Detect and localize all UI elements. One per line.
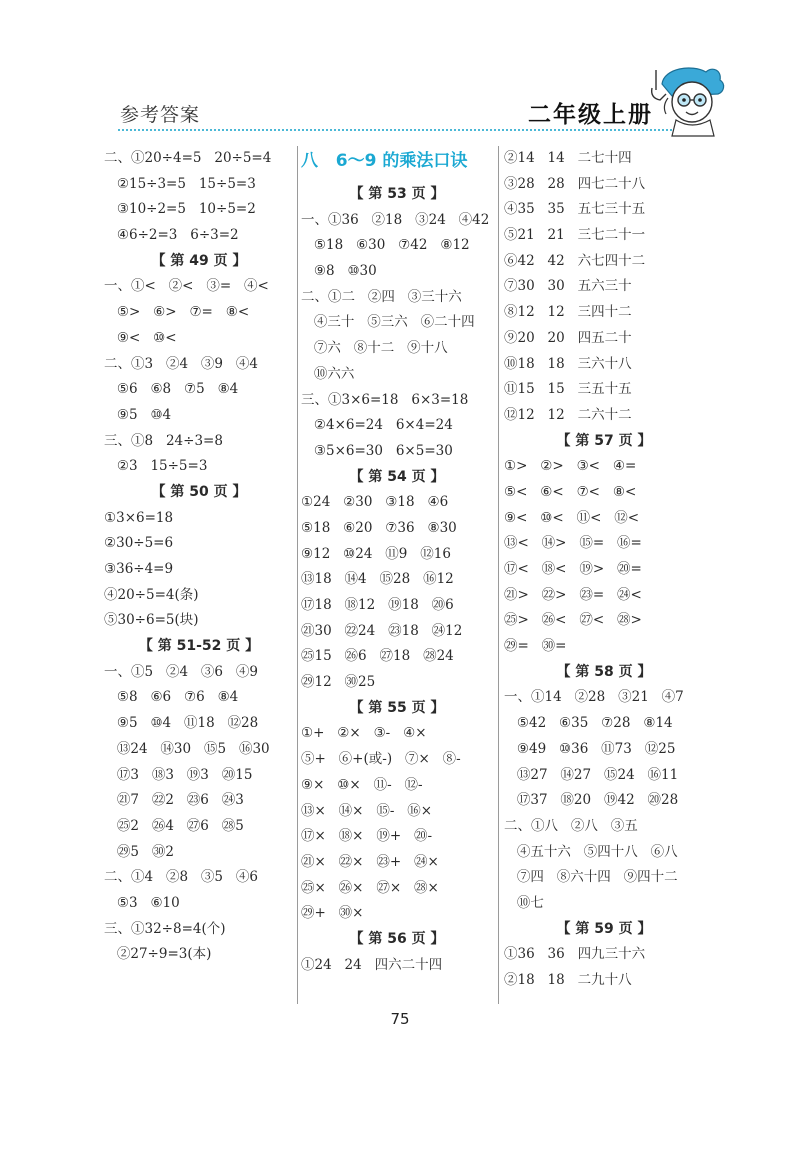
answer-line: ⑨5 ⑩4	[104, 406, 172, 423]
answer-line: ㉕> ㉖< ㉗< ㉘>	[504, 612, 642, 629]
section-heading: 【 第 49 页 】	[151, 252, 247, 269]
answer-line: ⑩18 18 三六十八	[504, 355, 632, 372]
answer-line: ⑰< ⑱< ⑲> ⑳=	[504, 561, 642, 577]
column-divider-2	[498, 146, 499, 1004]
answer-line: 一、①36 ②18 ③24 ④42	[301, 211, 490, 228]
answer-line: ②4×6=24 6×4=24	[301, 417, 453, 434]
answer-line: ⑨5 ⑩4 ⑪18 ⑫28	[104, 715, 259, 732]
answer-line: ②30÷5=6	[104, 535, 174, 552]
answer-line: ⑬24 ⑭30 ⑮5 ⑯30	[104, 740, 270, 757]
section-heading: 【 第 57 页 】	[556, 432, 652, 449]
answer-line: ⑤42 ⑥35 ⑦28 ⑧14	[504, 715, 673, 732]
answer-line: ㉑× ㉒× ㉓+ ㉔×	[301, 853, 439, 870]
answer-line: 三、①32÷8=4(个)	[104, 920, 226, 937]
answer-line: ⑫12 12 二六十二	[504, 406, 632, 423]
answer-line: 一、①14 ②28 ③21 ④7	[504, 689, 684, 706]
answer-line: ⑩六六	[301, 365, 355, 382]
answer-line: ⑤3 ⑥10	[104, 894, 180, 911]
answer-line: ③5×6=30 6×5=30	[301, 442, 453, 459]
answer-line: ⑤18 ⑥20 ⑦36 ⑧30	[301, 519, 457, 536]
answer-line: ⑬18 ⑭4 ⑮28 ⑯12	[301, 571, 454, 588]
answer-line: ①> ②> ③< ④=	[504, 458, 637, 475]
answer-line: ㉑> ㉒> ㉓= ㉔<	[504, 586, 642, 603]
answer-line: ⑨< ⑩< ⑪< ⑫<	[504, 509, 640, 526]
answer-line: ㉑7 ㉒2 ㉓6 ㉔3	[104, 792, 244, 809]
answer-line: ⑬27 ⑭27 ⑮24 ⑯11	[504, 766, 679, 783]
answer-line: ①+ ②× ③- ④×	[301, 725, 427, 742]
page-number: 75	[390, 1010, 410, 1028]
section-heading: 【 第 56 页 】	[349, 930, 445, 947]
answer-line: 二、①4 ②8 ③5 ④6	[104, 869, 258, 886]
answer-line: ②3 15÷5=3	[104, 458, 208, 475]
section-heading: 【 第 55 页 】	[349, 699, 445, 716]
answer-line: ⑤21 21 三七二十一	[504, 227, 646, 244]
answer-line: 三、①8 24÷3=8	[104, 432, 223, 449]
answer-line: ②18 18 二九十八	[504, 972, 632, 988]
answer-line: ⑦四 ⑧六十四 ⑨四十二	[504, 869, 678, 886]
answer-line: 三、①3×6=18 6×3=18	[301, 391, 469, 408]
answer-line: ①24 24 四六二十四	[301, 956, 443, 973]
header-left-title: 参考答案	[120, 104, 201, 126]
answer-line: ⑤30÷6=5(块)	[104, 612, 199, 629]
answer-line: ④35 35 五七三十五	[504, 201, 646, 218]
answer-column-2	[301, 146, 493, 978]
answer-line: ⑬× ⑭× ⑮- ⑯×	[301, 802, 433, 819]
answer-line: 二、①3 ②4 ③9 ④4	[104, 355, 258, 372]
header-dotted-divider	[118, 129, 688, 131]
answer-line: ⑰3 ⑱3 ⑲3 ⑳15	[104, 766, 253, 783]
answer-line: ⑤6 ⑥8 ⑦5 ⑧4	[104, 381, 239, 398]
answer-line: 二、①二 ②四 ③三十六	[301, 288, 462, 305]
answer-line: ②15÷3=5 15÷5=3	[104, 175, 256, 192]
section-heading: 【 第 51-52 页 】	[138, 638, 260, 655]
answer-line: ③36÷4=9	[104, 561, 174, 577]
answer-line: ㉙+ ㉚×	[301, 905, 364, 922]
answer-column-3	[504, 146, 704, 994]
answer-line: ③28 28 四七二十八	[504, 175, 646, 192]
answer-line: ⑤< ⑥< ⑦< ⑧<	[504, 483, 637, 500]
answer-line: ⑨8 ⑩30	[301, 263, 377, 280]
column-divider-1	[297, 146, 298, 1004]
answer-line: ④20÷5=4(条)	[104, 586, 199, 603]
answer-line: ㉙5 ㉚2	[104, 843, 174, 860]
answer-line: ④6÷2=3 6÷3=2	[104, 227, 239, 244]
header-right-title: 二年级上册	[528, 102, 653, 128]
unit-title: 八 6～9 的乘法口诀	[301, 151, 468, 171]
answer-line: ⑥42 42 六七四十二	[504, 252, 646, 269]
answer-line: ㉙= ㉚=	[504, 638, 567, 655]
answer-line: ⑩七	[504, 894, 544, 911]
section-heading: 【 第 53 页 】	[349, 186, 445, 202]
cartoon-boy-with-goggles-icon	[632, 62, 728, 142]
answer-line: ⑨× ⑩× ⑪- ⑫-	[301, 776, 423, 793]
answer-line: ④五十六 ⑤四十八 ⑥八	[504, 843, 678, 860]
answer-line: ⑰× ⑱× ⑲+ ⑳-	[301, 828, 433, 845]
answer-line: ㉕15 ㉖6 ㉗18 ㉘24	[301, 648, 454, 665]
answer-line: ①24 ②30 ③18 ④6	[301, 494, 449, 511]
answer-line: ⑪15 15 三五十五	[504, 381, 632, 398]
answer-line: ⑤+ ⑥+(或-) ⑦× ⑧-	[301, 751, 461, 768]
answer-line: ①36 36 四九三十六	[504, 946, 646, 963]
answer-line: ㉑30 ㉒24 ㉓18 ㉔12	[301, 622, 463, 639]
answer-line: ⑦六 ⑧十二 ⑨十八	[301, 340, 448, 357]
answer-line: ⑨< ⑩<	[104, 329, 177, 346]
answer-line: ②14 14 二七十四	[504, 150, 632, 166]
answer-line: ⑰18 ⑱12 ⑲18 ⑳6	[301, 597, 454, 613]
section-heading: 【 第 54 页 】	[349, 468, 445, 485]
answer-line: ⑰37 ⑱20 ⑲42 ⑳28	[504, 792, 679, 809]
answer-line: ②27÷9=3(本)	[104, 946, 212, 963]
answer-line: 一、①5 ②4 ③6 ④9	[104, 663, 258, 680]
answer-line: ⑧12 12 三四十二	[504, 304, 632, 321]
section-heading: 【 第 59 页 】	[556, 920, 652, 937]
answer-line: ④三十 ⑤三六 ⑥二十四	[301, 314, 475, 331]
answer-line: ⑤8 ⑥6 ⑦6 ⑧4	[104, 689, 239, 706]
answer-line: ①3×6=18	[104, 509, 174, 526]
answer-line: ⑬< ⑭> ⑮= ⑯=	[504, 535, 642, 552]
answer-line: ⑨49 ⑩36 ⑪73 ⑫25	[504, 740, 676, 757]
answer-line: 二、①20÷4=5 20÷5=4	[104, 150, 272, 166]
answer-line: 一、①< ②< ③= ④<	[104, 278, 269, 295]
answer-line: ㉙12 ㉚25	[301, 674, 376, 691]
answer-line: ③10÷2=5 10÷5=2	[104, 201, 256, 218]
answer-line: ㉕2 ㉖4 ㉗6 ㉘5	[104, 817, 244, 834]
section-heading: 【 第 58 页 】	[556, 663, 652, 680]
answer-line: ⑨12 ⑩24 ⑪9 ⑫16	[301, 545, 451, 562]
section-heading: 【 第 50 页 】	[151, 483, 247, 500]
answer-line: ⑦30 30 五六三十	[504, 278, 632, 295]
answer-line: ⑨20 20 四五二十	[504, 329, 632, 346]
answer-line: ㉕× ㉖× ㉗× ㉘×	[301, 879, 439, 896]
answer-line: 二、①八 ②八 ③五	[504, 817, 638, 834]
answer-line: ⑤> ⑥> ⑦= ⑧<	[104, 304, 250, 321]
answer-column-1	[104, 146, 294, 968]
answer-line: ⑤18 ⑥30 ⑦42 ⑧12	[301, 237, 470, 254]
